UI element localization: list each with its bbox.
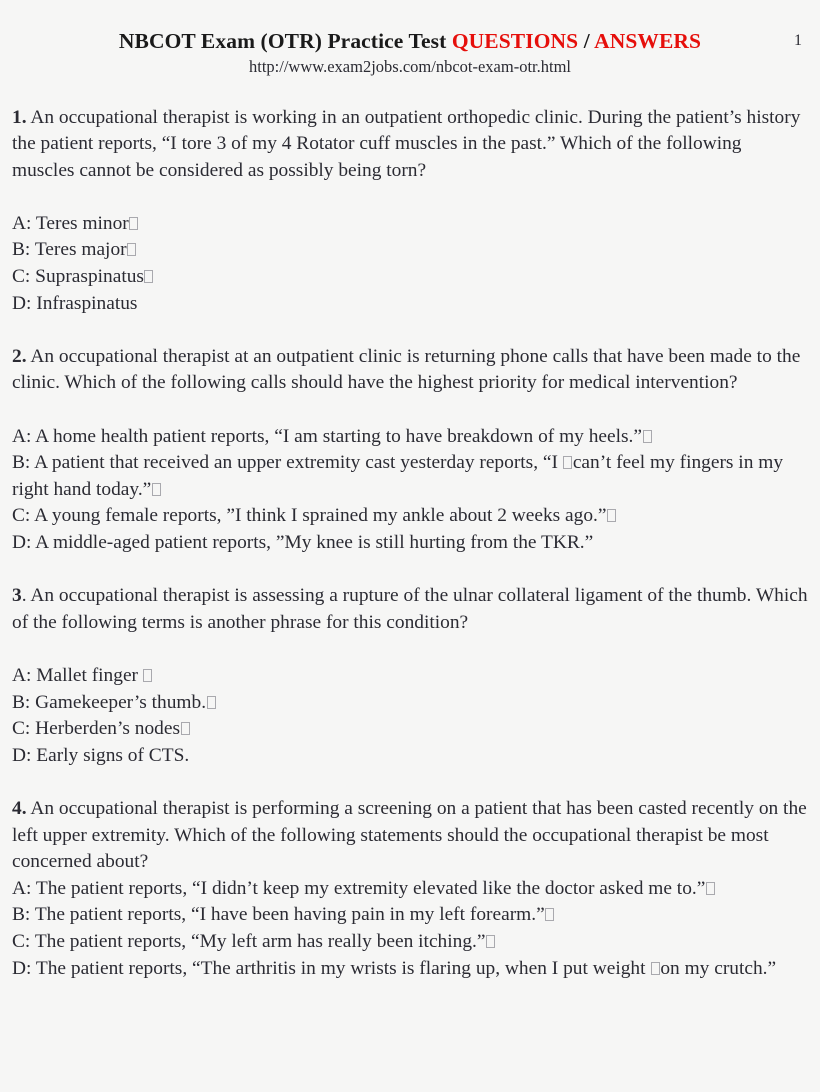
question-block: [12, 344, 808, 583]
questions-container: [12, 105, 808, 983]
missing-glyph-box-icon: [152, 483, 161, 496]
answer-options: [12, 424, 808, 557]
missing-glyph-box-icon: [129, 217, 138, 230]
answer-option: A: Mallet finger: [12, 663, 808, 690]
question-stem: 4. An occupational therapist is performing a screening on a patient that has been casted recently on the left upper extremity. Which of the following statements should the occupational therapist be most concerned about?: [12, 797, 807, 873]
answer-option: B: A patient that received an upper extremity cast yesterday reports, “I can’t feel my fingers in my right hand today.”: [12, 452, 784, 500]
missing-glyph-box-icon: [545, 908, 554, 921]
missing-glyph-box-icon: [607, 509, 616, 522]
question-stem: 3. An occupational therapist is assessing a rupture of the ulnar collateral ligament of the thumb. Which of the following terms is another phrase for this condition?: [12, 585, 808, 633]
spacer: [12, 557, 808, 584]
answer-option: D: A middle-aged patient reports, ”My knee is still hurting from the TKR.”: [12, 532, 594, 554]
question-number: 1.: [12, 106, 27, 128]
answer-option: C: Supraspinatus: [12, 264, 808, 291]
missing-glyph-box-icon: [143, 669, 152, 682]
missing-glyph-box-icon: [651, 962, 660, 975]
answer-option: D: Infraspinatus: [12, 292, 138, 314]
page-title-questions: QUESTIONS: [451, 29, 579, 53]
question-number: 3.: [12, 585, 27, 607]
missing-glyph-box-icon: [563, 456, 572, 469]
source-url: http://www.exam2jobs.com/nbcot-exam-otr.html: [249, 56, 571, 76]
missing-glyph-box-icon: [207, 696, 216, 709]
missing-glyph-box-icon: [486, 935, 495, 948]
spacer: [12, 769, 808, 796]
spacer: [12, 636, 808, 663]
question-stem: 2. An occupational therapist at an outpatient clinic is returning phone calls that have been made to the clinic. Which of the following calls should have the highest priority for medical intervention?: [12, 345, 801, 394]
missing-glyph-box-icon: [643, 430, 652, 443]
page-title-black-prefix: NBCOT Exam (OTR) Practice Test: [118, 29, 452, 53]
question-stem: 1. An occupational therapist is working in an outpatient orthopedic clinic. During the patient’s history the patient reports, “I tore 3 of my 4 Rotator cuff muscles in the past.” Which of the following muscles cannot be considered as possibly being torn?: [12, 106, 801, 181]
answer-options: [12, 876, 808, 982]
spacer: [12, 317, 808, 344]
page-number: 1: [794, 32, 802, 49]
page-title-answers: ANSWERS: [594, 29, 702, 53]
answer-option: B: Gamekeeper’s thumb.: [12, 690, 808, 717]
answer-option: C: The patient reports, “My left arm has really been itching.”: [12, 929, 808, 956]
question-block: [12, 583, 808, 796]
question-number: 2.: [12, 345, 27, 367]
spacer: [12, 184, 808, 211]
missing-glyph-box-icon: [127, 243, 136, 256]
answer-option: D: The patient reports, “The arthritis in my wrists is flaring up, when I put weight on my crutch.”: [12, 957, 777, 979]
answer-option: B: The patient reports, “I have been having pain in my left forearm.”: [12, 902, 808, 929]
answer-option: C: A young female reports, ”I think I sprained my ankle about 2 weeks ago.”: [12, 503, 808, 530]
missing-glyph-box-icon: [181, 722, 190, 735]
page-header: [12, 0, 808, 77]
question-block: [12, 105, 808, 344]
answer-option: C: Herberden’s nodes: [12, 716, 808, 743]
answer-option: A: Teres minor: [12, 211, 808, 238]
missing-glyph-box-icon: [706, 882, 715, 895]
answer-option: A: The patient reports, “I didn’t keep my extremity elevated like the doctor asked me to.”: [12, 876, 808, 903]
question-number: 4.: [12, 797, 27, 819]
answer-option: D: Early signs of CTS.: [12, 744, 190, 766]
page-title: [12, 29, 808, 54]
missing-glyph-box-icon: [144, 270, 153, 283]
spacer: [12, 397, 808, 424]
answer-option: B: Teres major: [12, 237, 808, 264]
question-block: [12, 796, 808, 982]
answer-options: [12, 663, 808, 769]
answer-option: A: A home health patient reports, “I am starting to have breakdown of my heels.”: [12, 424, 808, 451]
page-title-separator: /: [578, 29, 595, 53]
answer-options: [12, 211, 808, 317]
